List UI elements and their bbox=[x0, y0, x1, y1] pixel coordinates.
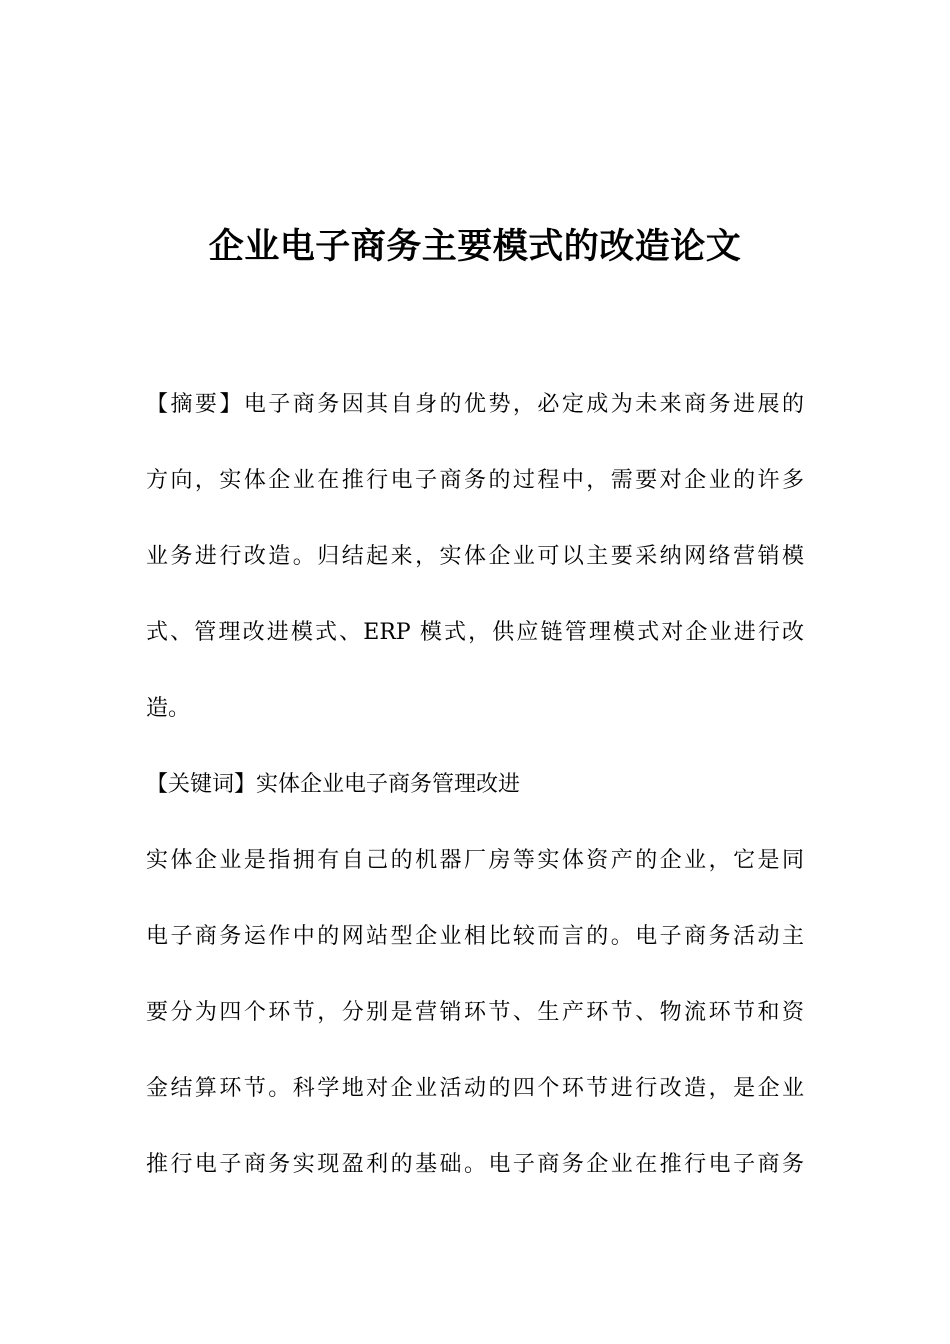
abstract-line: 式、管理改进模式、ERP 模式，供应链管理模式对企业进行改 bbox=[146, 620, 804, 645]
abstract-line: 方向，实体企业在推行电子商务的过程中，需要对企业的许多 bbox=[146, 468, 804, 493]
document-title: 企业电子商务主要模式的改造论文 bbox=[208, 227, 742, 267]
paragraph-line: 推行电子商务实现盈利的基础。电子商务企业在推行电子商务 bbox=[146, 1152, 804, 1177]
paragraph-line: 实体企业是指拥有自己的机器厂房等实体资产的企业，它是同 bbox=[146, 848, 804, 873]
abstract-line: 【摘要】电子商务因其自身的优势，必定成为未来商务进展的 bbox=[146, 392, 804, 417]
paragraph-line: 要分为四个环节，分别是营销环节、生产环节、物流环节和资 bbox=[146, 1000, 804, 1025]
paragraph-line: 电子商务运作中的网站型企业相比较而言的。电子商务活动主 bbox=[146, 924, 804, 949]
paragraph-line: 金结算环节。科学地对企业活动的四个环节进行改造，是企业 bbox=[146, 1076, 804, 1101]
abstract-line: 造。 bbox=[146, 696, 191, 721]
document-body bbox=[146, 379, 804, 1215]
abstract-line: 业务进行改造。归结起来，实体企业可以主要采纳网络营销模 bbox=[146, 544, 804, 569]
keywords-line: 【关键词】实体企业电子商务管理改进 bbox=[146, 772, 521, 797]
